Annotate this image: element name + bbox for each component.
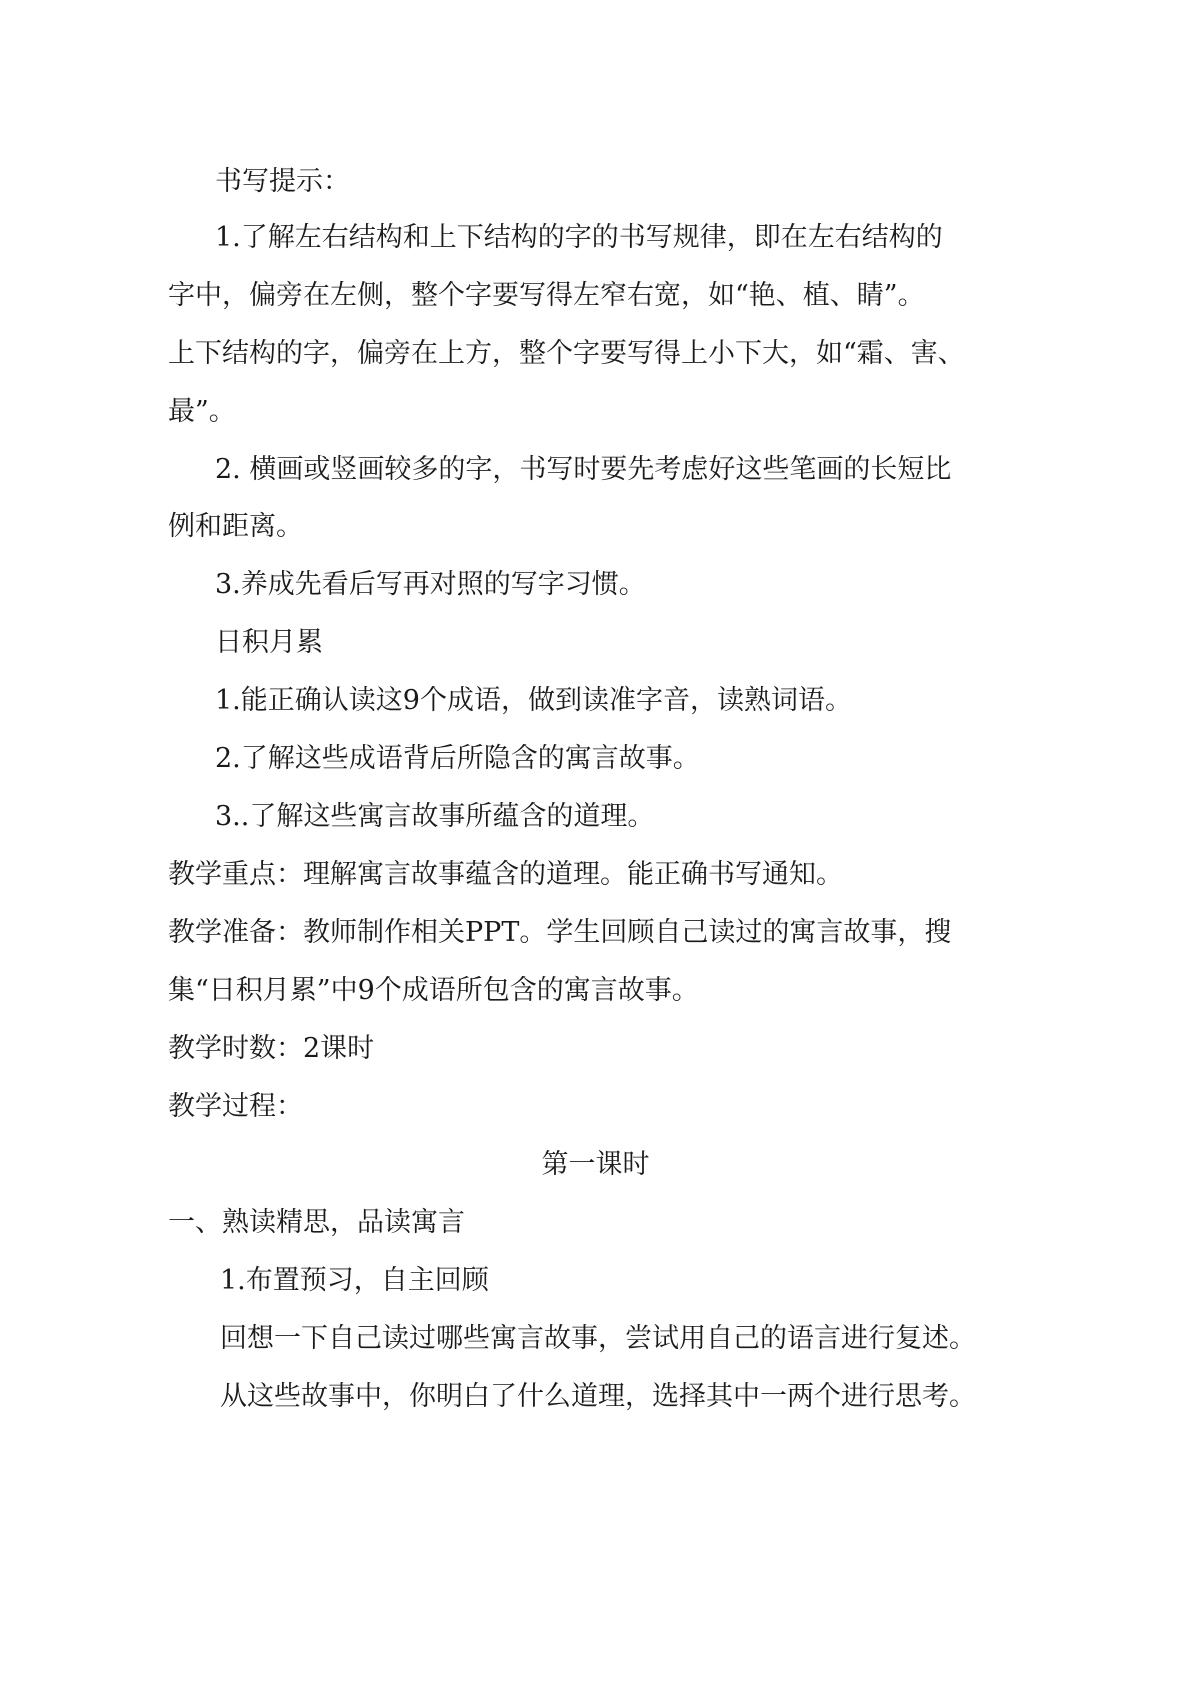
daily-accumulation-heading: 日积月累 bbox=[215, 627, 323, 658]
writing-tip-1-line-3: 上下结构的字，偏旁在上方，整个字要写得上小下大，如“霜、害、 bbox=[168, 338, 965, 369]
daily-accumulation-item-1: 1.能正确认读这9个成语，做到读准字音，读熟词语。 bbox=[215, 685, 852, 716]
section-1-subheading: 1.布置预习，自主回顾 bbox=[220, 1265, 489, 1296]
writing-tips-heading: 书写提示： bbox=[215, 166, 350, 197]
daily-accumulation-item-2: 2.了解这些成语背后所隐含的寓言故事。 bbox=[215, 743, 700, 774]
writing-tip-2-line-1: 2. 横画或竖画较多的字，书写时要先考虑好这些笔画的长短比 bbox=[215, 454, 952, 485]
teaching-focus: 教学重点：理解寓言故事蕴含的道理。能正确书写通知。 bbox=[168, 859, 843, 890]
writing-tip-1-line-4: 最”。 bbox=[168, 396, 236, 427]
teaching-hours: 教学时数：2课时 bbox=[168, 1033, 375, 1064]
lesson-title: 第一课时 bbox=[541, 1149, 650, 1180]
section-1-paragraph-1: 回想一下自己读过哪些寓言故事，尝试用自己的语言进行复述。 bbox=[220, 1323, 976, 1354]
daily-accumulation-item-3: 3..了解这些寓言故事所蕴含的道理。 bbox=[215, 801, 655, 832]
section-1-paragraph-2: 从这些故事中，你明白了什么道理，选择其中一两个进行思考。 bbox=[220, 1381, 976, 1412]
teaching-prep-line-2: 集“日积月累”中9个成语所包含的寓言故事。 bbox=[168, 975, 699, 1006]
writing-tip-2-line-2: 例和距离。 bbox=[168, 511, 303, 542]
teaching-process: 教学过程： bbox=[168, 1091, 303, 1122]
writing-tip-3: 3.养成先看后写再对照的写字习惯。 bbox=[215, 569, 646, 600]
teaching-prep-line-1: 教学准备：教师制作相关PPT。学生回顾自己读过的寓言故事，搜 bbox=[168, 917, 952, 948]
writing-tip-1-line-2: 字中，偏旁在左侧，整个字要写得左窄右宽，如“艳、植、睛”。 bbox=[168, 280, 925, 311]
section-1-heading: 一、熟读精思，品读寓言 bbox=[168, 1207, 465, 1238]
writing-tip-1-line-1: 1.了解左右结构和上下结构的字的书写规律，即在左右结构的 bbox=[215, 222, 943, 253]
